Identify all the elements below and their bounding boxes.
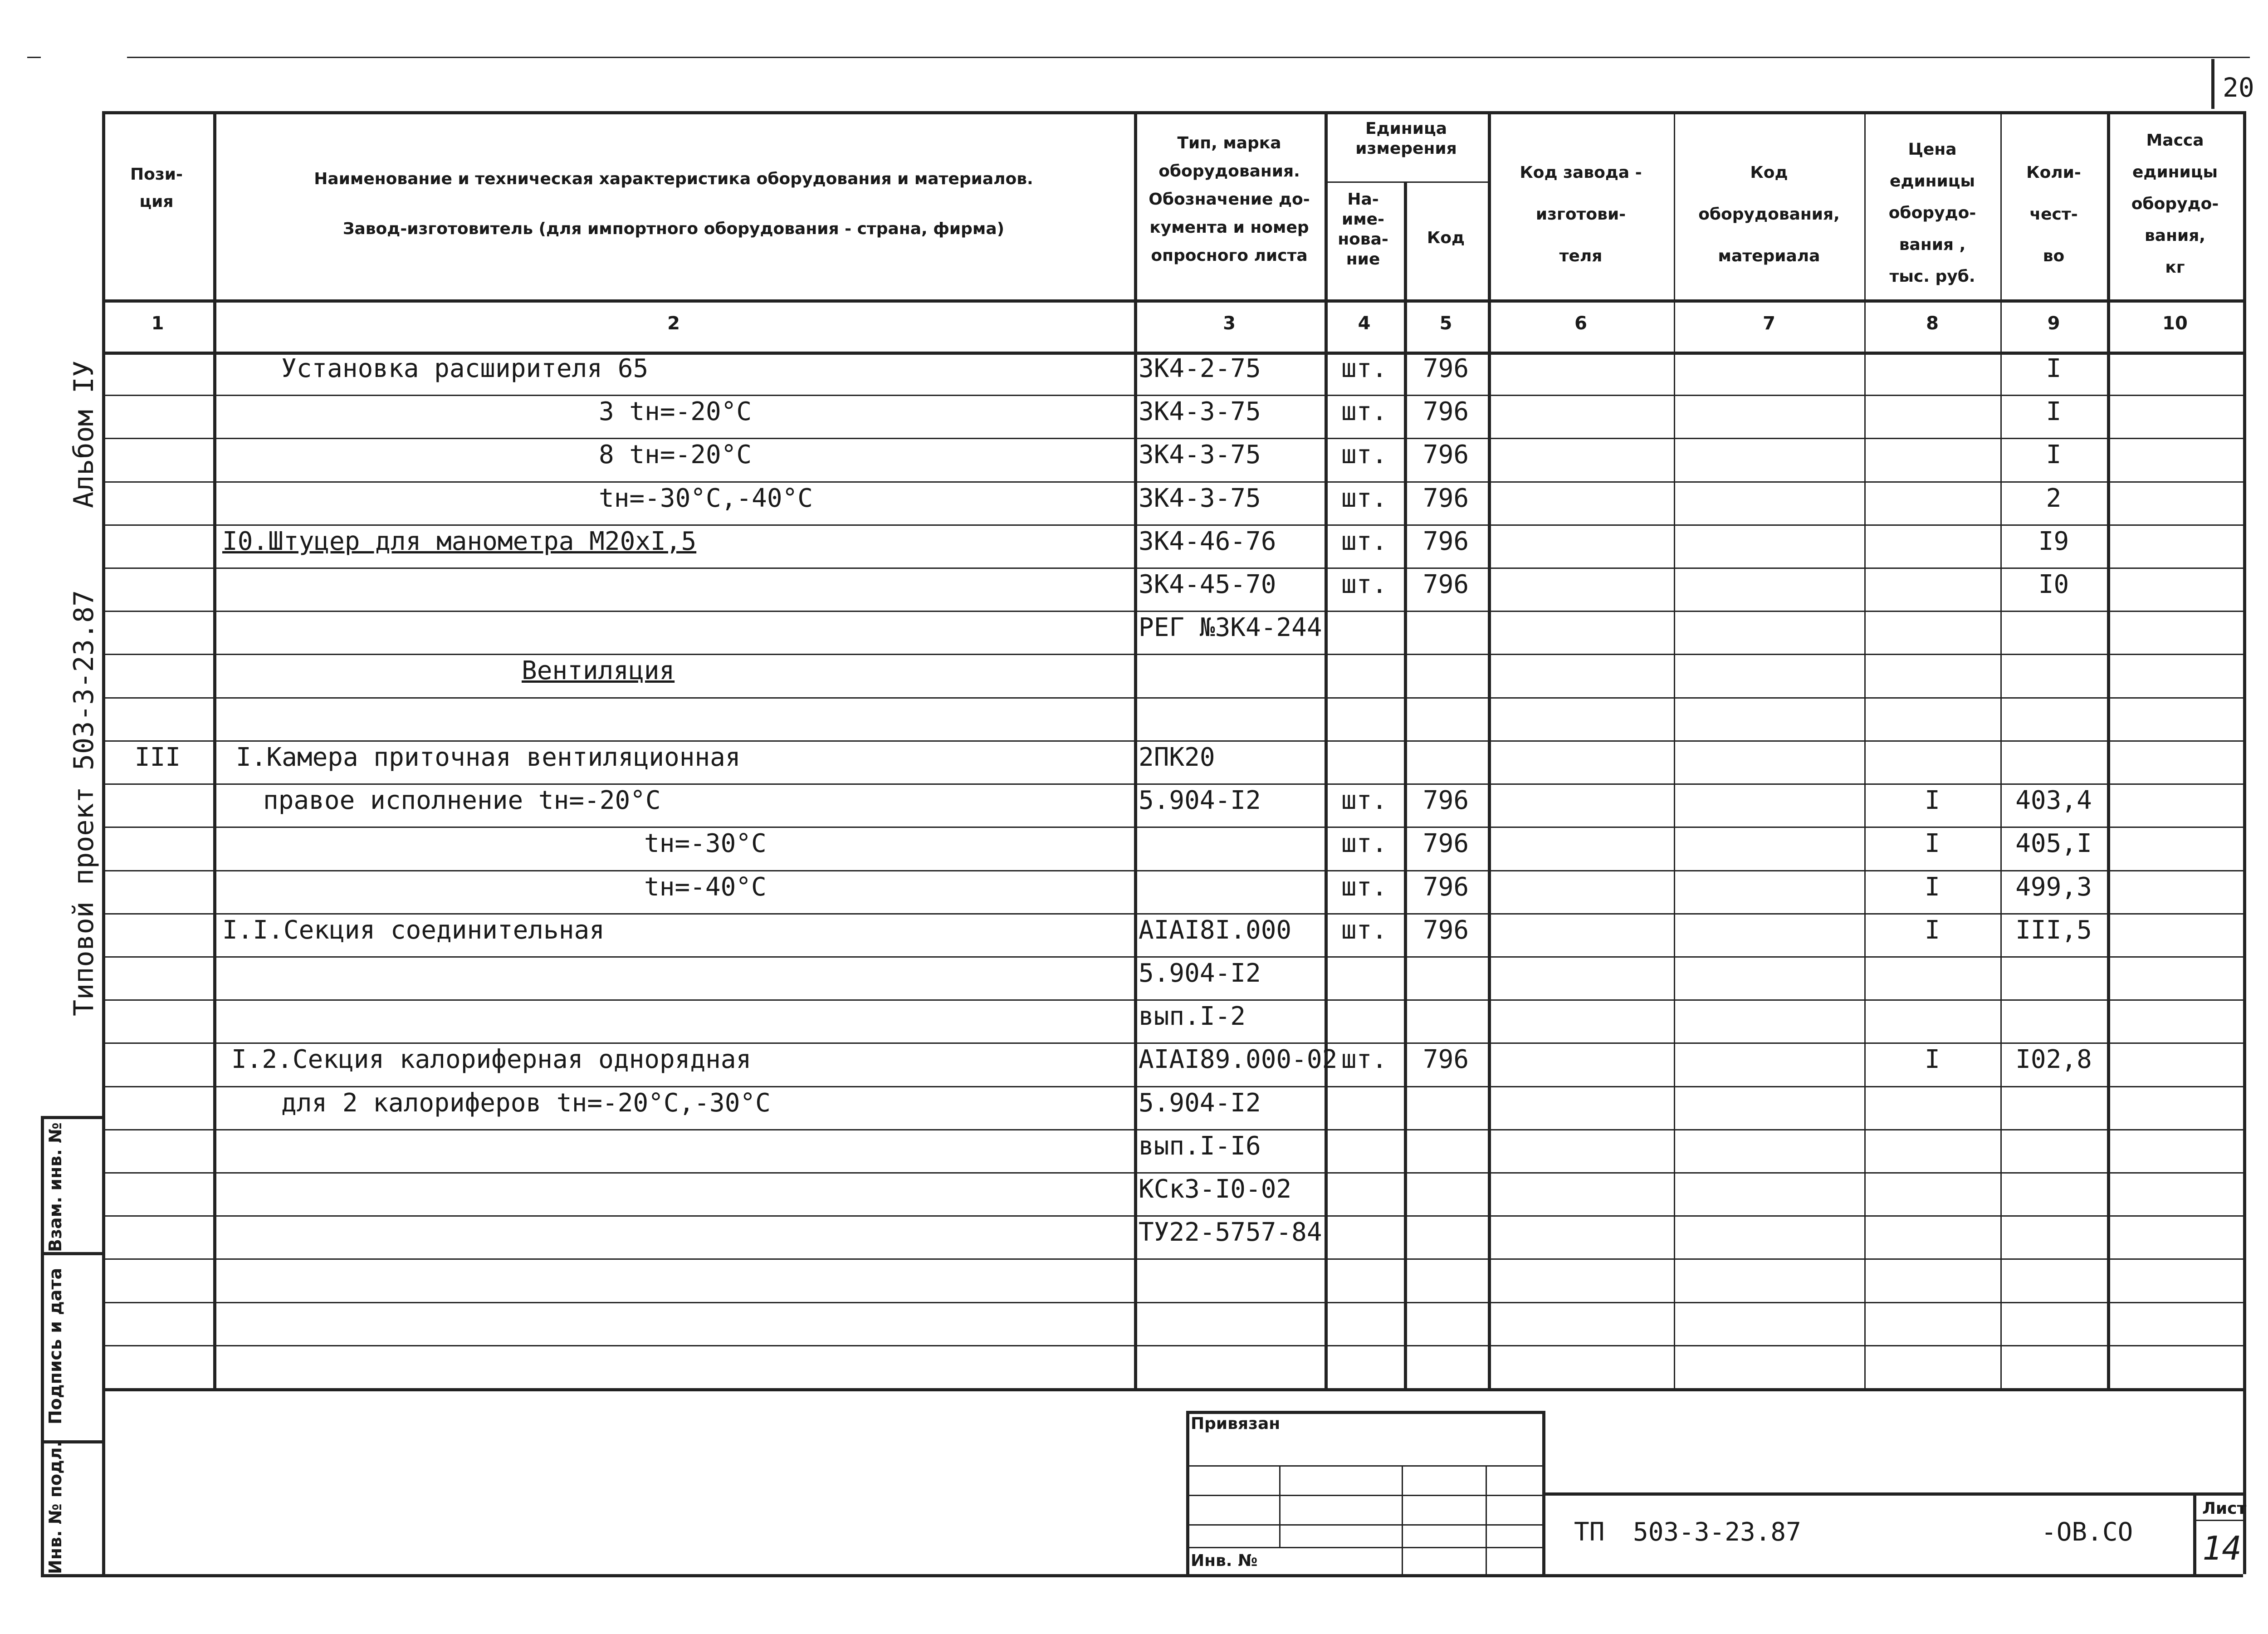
row-rule <box>102 1172 2107 1174</box>
row-document: вып.I-2 <box>1139 1002 1246 1032</box>
column-number: 10 <box>2162 313 2188 334</box>
row-unit-code: 796 <box>1422 872 1469 902</box>
row-rule <box>102 1215 2107 1217</box>
row-unit: шт. <box>1341 483 1388 513</box>
header-bottom-rule <box>102 299 2243 303</box>
row-document: AIAI89.000-02 <box>1139 1045 1338 1075</box>
stamp-strip-rule <box>102 1388 105 1574</box>
column-rule <box>1674 111 1675 1388</box>
header-text: оборудо- <box>2131 195 2219 213</box>
row-rule <box>102 999 2107 1001</box>
row-quantity: 405,I <box>2015 829 2092 859</box>
header-text: Код <box>1427 229 1465 247</box>
row-document: ТУ22-5757-84 <box>1139 1218 1322 1248</box>
designation-number: 503-3-23.87 <box>1633 1517 1801 1547</box>
header-text: Код завода - <box>1520 163 1642 182</box>
table-bottom-rule <box>102 1388 2243 1391</box>
header-name <box>213 154 1134 254</box>
row-unit-code: 796 <box>1422 915 1469 945</box>
row-unit: шт. <box>1341 440 1388 470</box>
title-block-rule <box>1186 1465 1542 1467</box>
header-text: во <box>2043 247 2065 265</box>
row-unit-code: 796 <box>1422 440 1469 470</box>
header-text: опросного листа <box>1151 246 1308 265</box>
row-price: I <box>1925 872 1940 902</box>
header-text: Единица <box>1365 119 1447 138</box>
header-type-doc <box>1134 129 1325 270</box>
row-document: 3К4-46-76 <box>1139 526 1276 556</box>
row-quantity: 403,4 <box>2015 786 2092 816</box>
header-text: оборудо- <box>1888 204 1976 222</box>
row-rule <box>102 1345 2107 1346</box>
header-price <box>1864 134 2000 293</box>
row-rule <box>2107 1042 2243 1044</box>
column-number: 8 <box>1926 313 1939 334</box>
header-text: нова- <box>1338 230 1388 249</box>
row-quantity: 499,3 <box>2015 872 2092 902</box>
header-text: тыс. руб. <box>1889 267 1975 286</box>
row-rule <box>2107 913 2243 915</box>
title-block-rule <box>1486 1465 1487 1574</box>
row-rule <box>2107 611 2243 612</box>
row-quantity: I <box>2046 354 2062 383</box>
header-text: единицы <box>1889 172 1975 191</box>
row-document: РЕГ №3К4-244 <box>1139 613 1322 643</box>
header-unit-group <box>1325 119 1488 159</box>
sheet-label: Лист <box>2202 1499 2247 1518</box>
column-number: 6 <box>1574 313 1587 334</box>
table-top-rule <box>102 111 2243 114</box>
header-position <box>102 161 211 215</box>
row-unit-code: 796 <box>1422 397 1469 427</box>
row-rule <box>102 827 2107 828</box>
row-unit: шт. <box>1341 1045 1388 1075</box>
corner-sheet-number: 20 <box>2223 72 2254 103</box>
title-block-rule <box>1279 1465 1281 1547</box>
row-price: I <box>1925 1045 1940 1075</box>
stamp-strip-rule <box>41 1116 44 1574</box>
header-text: име- <box>1341 210 1384 229</box>
row-document: 3К4-2-75 <box>1139 354 1261 383</box>
header-equipment-code <box>1674 152 1864 277</box>
row-rule <box>2107 740 2243 742</box>
row-unit-code: 796 <box>1422 786 1469 816</box>
header-text: теля <box>1559 247 1603 265</box>
row-name: tн=-30°С <box>644 829 767 859</box>
row-document: 3К4-45-70 <box>1139 570 1276 600</box>
header-unit-name <box>1325 190 1402 269</box>
sheet-top-rule <box>27 57 41 58</box>
row-rule <box>2107 1172 2243 1174</box>
row-document: AIAI8I.000 <box>1139 915 1292 945</box>
header-text: оборудования, <box>1698 205 1840 224</box>
row-rule <box>102 1258 2107 1260</box>
row-quantity: III,5 <box>2015 915 2092 945</box>
row-rule <box>2107 438 2243 439</box>
row-unit: шт. <box>1341 570 1388 600</box>
stamp-signature-date: Подпись и дата <box>45 1267 65 1424</box>
row-document: 5.904-I2 <box>1139 1088 1261 1118</box>
corner-box-rule <box>2211 59 2214 109</box>
row-unit-code: 796 <box>1422 570 1469 600</box>
column-rule <box>2000 111 2002 1388</box>
row-document: 5.904-I2 <box>1139 958 1261 988</box>
row-quantity: I02,8 <box>2015 1045 2092 1075</box>
row-name: для 2 калориферов tн=-20°С,-30°С <box>281 1088 771 1118</box>
row-document: 2ПК20 <box>1139 742 1215 772</box>
project-label: Типовой проект 503-3-23.87 <box>68 590 100 1016</box>
row-position: III <box>134 742 181 772</box>
sheet-top-rule <box>127 57 2250 58</box>
column-rule <box>2107 111 2110 1388</box>
row-rule <box>2107 999 2243 1001</box>
column-rule <box>213 111 216 1388</box>
row-name: tн=-40°С <box>644 872 767 902</box>
row-rule <box>2107 956 2243 958</box>
stamp-strip-rule <box>41 1116 102 1119</box>
row-name: 3 tн=-20°С <box>599 397 752 427</box>
row-unit: шт. <box>1341 829 1388 859</box>
column-rule <box>1864 111 1866 1388</box>
header-text: Коли- <box>2026 163 2081 182</box>
title-block-rule <box>1402 1465 1403 1574</box>
row-rule <box>2107 1258 2243 1260</box>
title-block-rule <box>2193 1520 2243 1521</box>
row-rule <box>102 395 2107 396</box>
row-rule <box>102 1129 2107 1130</box>
row-name: tн=-30°С,-40°С <box>599 483 813 513</box>
row-quantity: I9 <box>2038 526 2069 556</box>
header-text: оборудования. <box>1158 162 1300 181</box>
row-rule <box>102 481 2107 483</box>
row-price: I <box>1925 915 1940 945</box>
album-label: Альбом IУ <box>68 360 100 508</box>
column-number: 4 <box>1358 313 1371 334</box>
stamp-replacement-inv: Взам. инв. № <box>45 1122 65 1252</box>
header-text: ция <box>139 192 174 211</box>
designation-prefix: ТП <box>1574 1517 1605 1547</box>
row-rule <box>2107 1302 2243 1303</box>
row-rule <box>2107 654 2243 655</box>
row-price: I <box>1925 829 1940 859</box>
row-unit-code: 796 <box>1422 354 1469 383</box>
title-block-rule <box>1186 1411 1542 1414</box>
row-unit: шт. <box>1341 872 1388 902</box>
row-document: вып.I-I6 <box>1139 1131 1261 1161</box>
column-rule <box>1325 111 1328 1388</box>
column-rule <box>1488 111 1491 1388</box>
sheet-bottom-rule <box>41 1574 2243 1577</box>
header-text: Пози- <box>130 165 183 184</box>
header-text: изготови- <box>1535 205 1626 224</box>
header-text: чест- <box>2029 205 2078 224</box>
row-rule <box>2107 567 2243 569</box>
header-text: ние <box>1346 250 1380 269</box>
row-unit-code: 796 <box>1422 483 1469 513</box>
row-name: правое исполнение tн=-20°С <box>263 786 661 816</box>
column-number: 1 <box>151 313 164 334</box>
header-text: Код <box>1750 163 1788 182</box>
sheet-number: 14 <box>2202 1529 2242 1567</box>
row-quantity: I <box>2046 397 2062 427</box>
stamp-strip-rule <box>41 1252 102 1255</box>
row-rule <box>102 697 2107 699</box>
header-text: Завод-изготовитель (для импортного оборудования - страна, фирма) <box>342 220 1005 238</box>
row-unit: шт. <box>1341 354 1388 383</box>
privyazan-label: Привязан <box>1191 1414 1281 1433</box>
row-rule <box>2107 870 2243 871</box>
header-quantity <box>2000 152 2107 277</box>
header-text: кумента и номер <box>1149 218 1309 237</box>
row-rule <box>102 567 2107 569</box>
row-name: I.I.Секция соединительная <box>222 915 605 945</box>
row-name: I.2.Секция калориферная однорядная <box>231 1045 752 1075</box>
row-document: 3К4-3-75 <box>1139 397 1261 427</box>
header-text: измерения <box>1355 139 1457 158</box>
row-quantity: I <box>2046 440 2062 470</box>
row-rule <box>102 870 2107 871</box>
header-maker-code <box>1488 152 1674 277</box>
header-text: кг <box>2165 258 2185 277</box>
row-unit-code: 796 <box>1422 1045 1469 1075</box>
section-title: Вентиляция <box>522 656 675 686</box>
row-unit: шт. <box>1341 786 1388 816</box>
row-rule <box>2107 697 2243 699</box>
row-document: 3К4-3-75 <box>1139 440 1261 470</box>
header-text: Наименование и техническая характеристика оборудования и материалов. <box>314 170 1033 188</box>
row-rule <box>2107 1345 2243 1346</box>
row-rule <box>2107 395 2243 396</box>
row-unit: шт. <box>1341 397 1388 427</box>
title-block-rule <box>1186 1411 1189 1574</box>
column-number: 3 <box>1223 313 1236 334</box>
header-text: На- <box>1347 190 1379 209</box>
title-block-rule <box>1186 1547 1542 1548</box>
header-text: материала <box>1718 247 1820 265</box>
title-block-rule <box>1186 1495 1542 1496</box>
row-rule <box>2107 1086 2243 1087</box>
row-unit: шт. <box>1341 526 1388 556</box>
header-text: вания, <box>2145 226 2205 245</box>
row-name: I.Камера приточная вентиляционная <box>236 742 741 772</box>
header-text: вания , <box>1899 235 1966 254</box>
row-unit: шт. <box>1341 915 1388 945</box>
header-text: Цена <box>1908 140 1957 159</box>
header-mass <box>2107 125 2243 284</box>
row-rule <box>2107 783 2243 785</box>
row-rule <box>2107 1129 2243 1130</box>
column-rule <box>1134 111 1137 1388</box>
header-text: Обозначение до- <box>1149 190 1310 209</box>
row-rule <box>2107 524 2243 526</box>
row-rule <box>102 438 2107 439</box>
row-quantity: 2 <box>2046 483 2062 513</box>
row-name: I0.Штуцер для манометра М20хI,5 <box>222 526 697 556</box>
row-rule <box>102 654 2107 655</box>
sheet-right-rule <box>2243 1388 2246 1574</box>
column-number: 2 <box>667 313 680 334</box>
title-block-rule <box>1186 1524 1542 1526</box>
title-block-rule <box>2193 1492 2196 1574</box>
header-unit-code <box>1404 225 1488 252</box>
designation-suffix: -ОВ.СО <box>2041 1517 2133 1547</box>
row-quantity: I0 <box>2038 570 2069 600</box>
column-rule <box>2243 111 2246 1388</box>
row-unit-code: 796 <box>1422 526 1469 556</box>
row-document: 5.904-I2 <box>1139 786 1261 816</box>
column-number: 9 <box>2047 313 2060 334</box>
header-text: единицы <box>2132 163 2218 181</box>
row-name: 8 tн=-20°С <box>599 440 752 470</box>
inv-no-label: Инв. № <box>1191 1551 1258 1570</box>
row-rule <box>102 611 2107 612</box>
header-text: Тип, марка <box>1177 134 1281 152</box>
header-text: Масса <box>2146 131 2204 150</box>
row-document: КСк3-I0-02 <box>1139 1174 1292 1204</box>
row-rule <box>2107 1215 2243 1217</box>
row-unit-code: 796 <box>1422 829 1469 859</box>
stamp-original-inv: Инв. № подл. <box>45 1440 65 1574</box>
row-document: 3К4-3-75 <box>1139 483 1261 513</box>
title-block-rule <box>1542 1492 2243 1496</box>
column-number: 7 <box>1763 313 1775 334</box>
row-rule <box>2107 481 2243 483</box>
row-rule <box>102 1302 2107 1303</box>
column-number: 5 <box>1439 313 1452 334</box>
row-name: Установка расширителя 65 <box>281 354 649 383</box>
row-rule <box>102 956 2107 958</box>
row-price: I <box>1925 786 1940 816</box>
row-rule <box>2107 827 2243 828</box>
